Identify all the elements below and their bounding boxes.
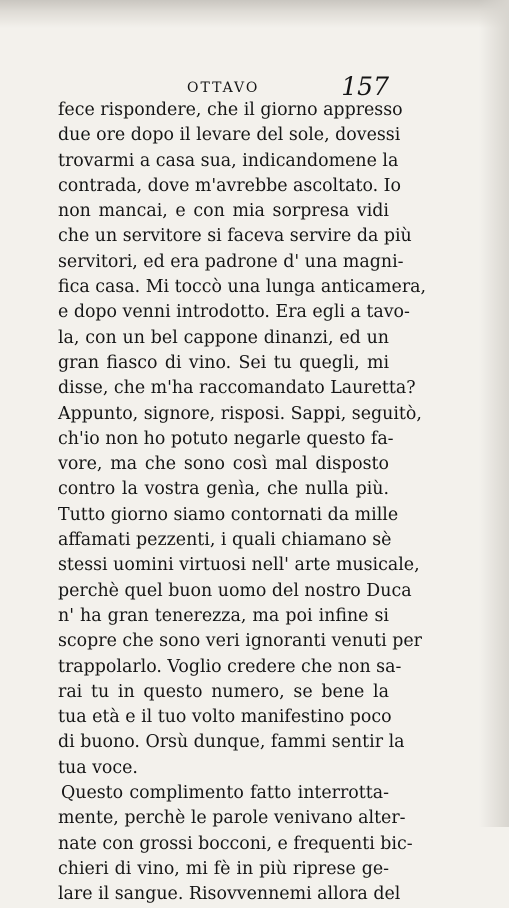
text-line: la, con un bel cappone dinanzi, ed un	[58, 327, 389, 348]
text-line: Questo complimento fatto interrotta-	[61, 783, 389, 804]
text-line: fica casa. Mi toccò una lunga anticamera,	[58, 277, 427, 298]
text-line: disse, che m'ha raccomandato Lauretta?	[58, 378, 416, 399]
text-line: trovarmi a casa sua, indicandomene la	[58, 150, 399, 171]
text-line: tua età e il tuo volto manifestino poco	[58, 707, 392, 728]
text-line: non mancai, e con mia sorpresa vidi	[58, 201, 389, 222]
text-line: lare il sangue. Risovvennemi allora del	[58, 884, 401, 905]
text-line: perchè quel buon uomo del nostro Duca	[58, 580, 412, 601]
text-line: contrada, dove m'avrebbe ascoltato. Io	[58, 175, 402, 196]
text-line: mente, perchè le parole venivano alter-	[58, 808, 406, 829]
text-line: due ore dopo il levare del sole, dovessi	[58, 125, 401, 146]
text-line: scopre che sono veri ignoranti venuti per	[58, 631, 422, 652]
text-line: fece rispondere, che il giorno appresso	[58, 100, 403, 120]
text-line: Tutto giorno siamo contornati da mille	[58, 504, 399, 525]
text-line: trappolarlo. Voglio credere che non sa-	[58, 656, 402, 677]
text-line: Appunto, signore, risposi. Sappi, seguitò,	[58, 403, 422, 424]
text-line: vore, ma che sono così mal disposto	[58, 454, 389, 475]
text-line: servitori, ed era padrone d' una magni-	[58, 251, 404, 272]
text-line: chieri di vino, mi fè in più riprese ge-	[58, 858, 389, 879]
text-line: stessi uomini virtuosi nell' arte musicale,	[58, 555, 420, 576]
running-head: OTTAVO	[187, 80, 260, 96]
text-line: nate con grossi bocconi, e frequenti bic-	[58, 833, 413, 854]
page-edge-shadow-right	[479, 0, 509, 827]
text-line: ch'io non ho potuto negarle questo fa-	[58, 428, 394, 449]
text-line: e dopo venni introdotto. Era egli a tavo-	[58, 302, 410, 323]
text-line: affamati pezzenti, i quali chiamano sè	[58, 530, 392, 551]
text-line: che un servitore si faceva servire da più	[58, 226, 412, 247]
text-line: contro la vostra genìa, che nulla più.	[58, 479, 389, 500]
text-line: rai tu in questo numero, se bene la	[58, 681, 389, 702]
text-line: gran fiasco di vino. Sei tu quegli, mi	[58, 352, 389, 373]
text-line: n' ha gran tenerezza, ma poi infine si	[58, 605, 389, 626]
body-text	[58, 98, 427, 908]
text-line: di buono. Orsù dunque, fammi sentir la	[58, 732, 405, 753]
page-number: 157	[341, 72, 389, 101]
text-line: tua voce.	[58, 757, 138, 778]
page-edge-shadow-top	[0, 0, 509, 28]
